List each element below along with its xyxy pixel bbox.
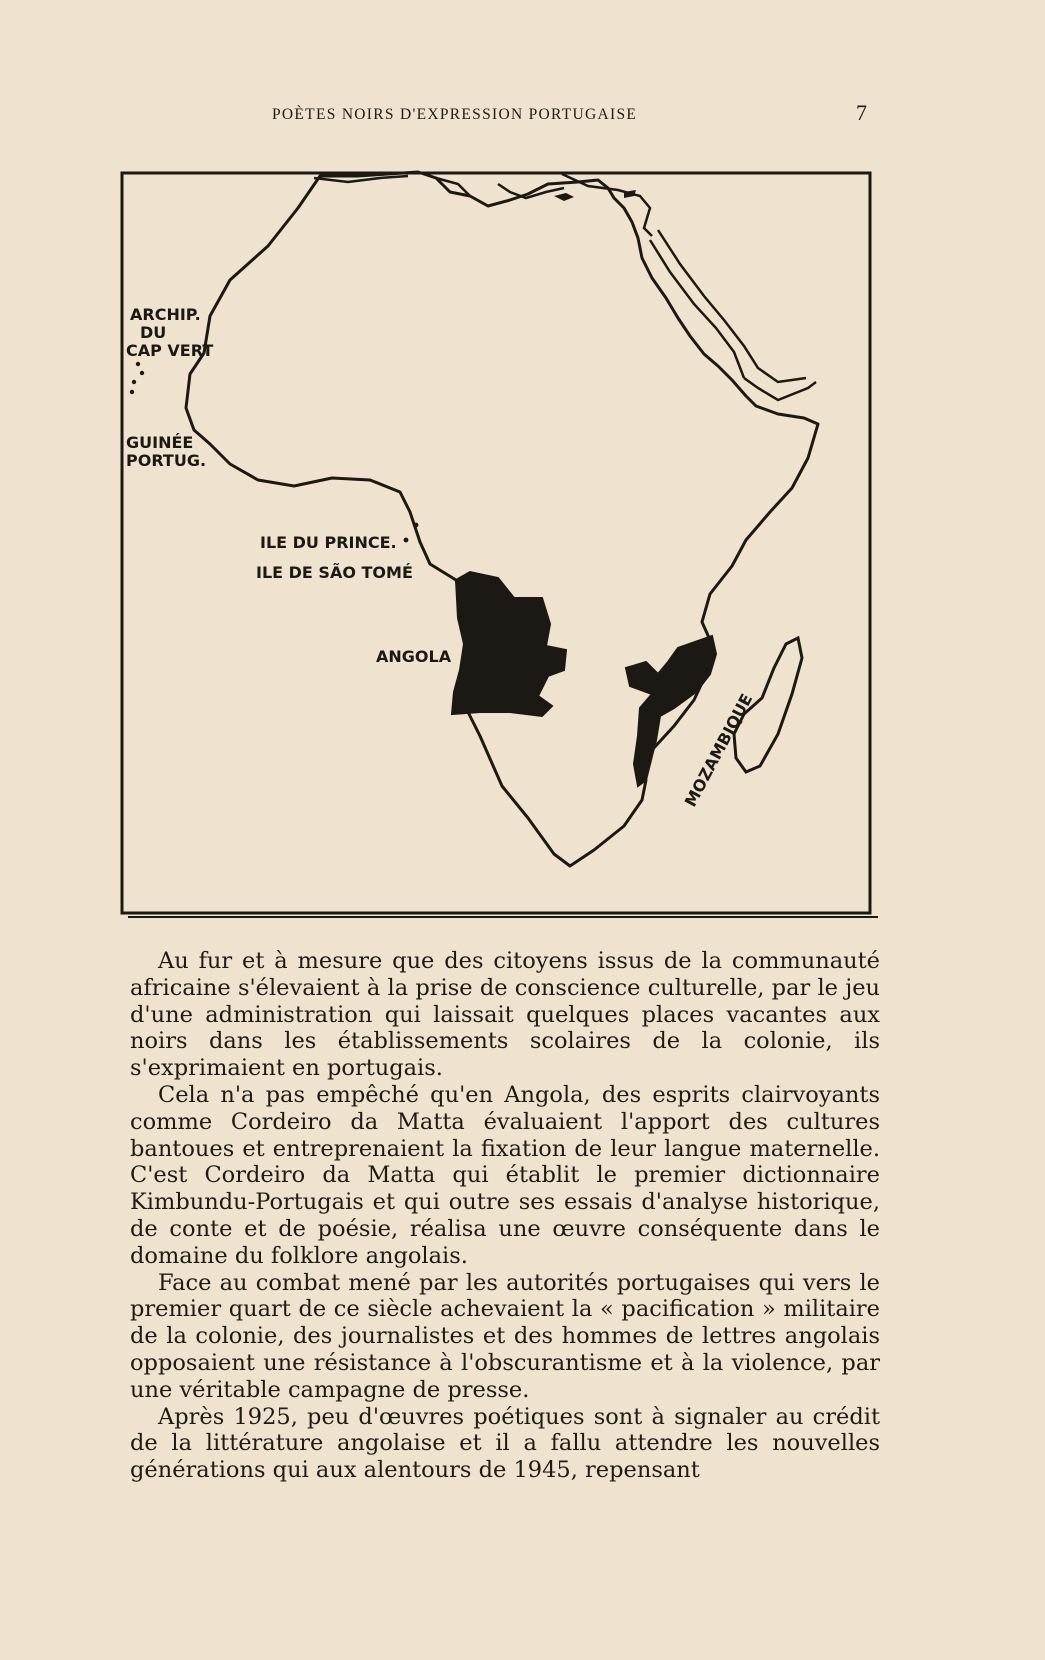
label-cape-verde-1: ARCHIP. xyxy=(130,305,201,324)
label-cape-verde-3: CAP VERT xyxy=(126,341,214,360)
paragraph: Après 1925, peu d'œuvres poétiques sont à signaler au crédit de la littérature angolaise et il a fallu attendre les nouvelles générations qui aux alentours de 1945, repensant xyxy=(130,1403,880,1484)
red-sea xyxy=(650,230,806,382)
africa-map-drawing xyxy=(118,168,880,920)
paragraph: Face au combat mené par les autorités portugaises qui vers le premier quart de ce siècle achevaient la « pacification » militaire de la colonie, des journalistes et des hommes de lettres angolais opposaient une résistance à l'obscurantisme et à la violence, par une véritable campagne de presse. xyxy=(130,1269,880,1403)
cape-verde-island xyxy=(136,362,140,366)
label-sao-tome: ILE DE SÃO TOMÉ xyxy=(256,563,413,582)
sao-tome-island xyxy=(404,538,409,543)
label-cape-verde-2: DU xyxy=(140,323,167,342)
cape-verde-island xyxy=(140,371,144,375)
map-frame xyxy=(122,173,870,913)
label-mozambique: MOZAMBIQUE xyxy=(680,690,757,810)
paragraph: Cela n'a pas empêché qu'en Angola, des esprits clairvoyants comme Cordeiro da Matta évaluaient l'apport des cultures bantoues et entreprenaient la fixation de leur langue maternelle. C'est Cordeiro da Matta qui établit le premier dictionnaire Kimbundu-Portugais et qui outre ses essais d'analyse historique, de conte et de poésie, réalisa une œuvre conséquente dans le domaine du folklore angolais. xyxy=(130,1081,880,1269)
label-principe: ILE DU PRINCE. xyxy=(260,533,397,552)
page-number: 7 xyxy=(856,100,867,125)
paragraph: Au fur et à mesure que des citoyens issus de la communauté africaine s'élevaient à la prise de conscience culturelle, par le jeu d'une administration qui laissait quelques places vacantes aux noirs dans les établissements scolaires de la colonie, ils s'exprimaient en portugais. xyxy=(130,948,880,1082)
label-guinea-2: PORTUG. xyxy=(126,451,207,470)
cape-verde-island xyxy=(130,390,134,394)
label-angola: ANGOLA xyxy=(376,647,452,666)
angola-territory xyxy=(452,572,566,716)
label-guinea-1: GUINÉE xyxy=(126,433,194,452)
principe-island xyxy=(414,523,419,528)
body-text xyxy=(130,948,880,1484)
africa-map xyxy=(118,168,880,920)
cape-verde-island xyxy=(132,380,136,384)
running-title: POÈTES NOIRS D'EXPRESSION PORTUGAISE xyxy=(272,106,638,123)
africa-coastline xyxy=(186,172,818,866)
